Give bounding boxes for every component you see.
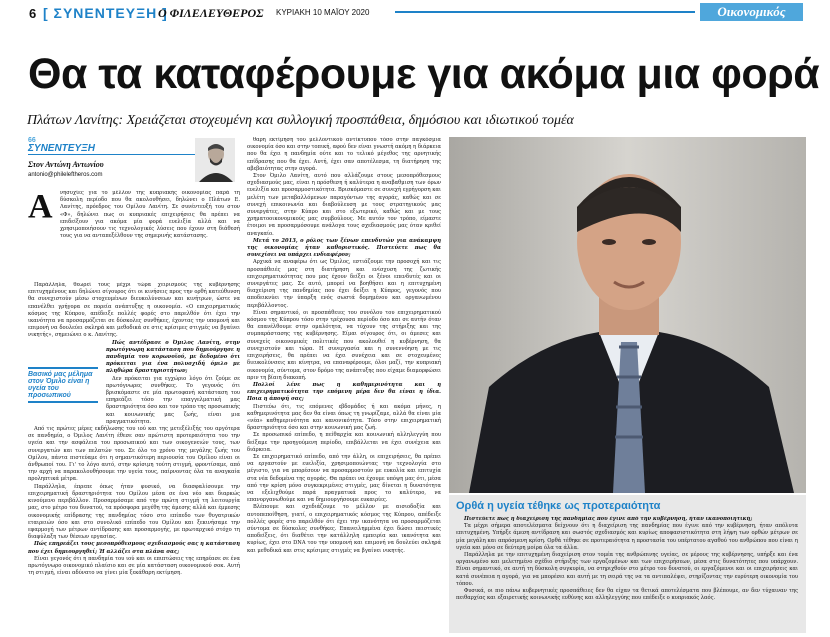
- paragraph: Τα μέχρι σήμερα αποτελέσματα δείχνουν ότι η διαχείριση της πανδημίας που έγινε από την κυβέρνηση, ήταν απόλυτα επιτυχημένη. Υπήρξε άμεση αντίδραση και σωστός σχεδιασμός και κυρίως αποφασιστικότητα στη λήψη των ορθών μέτρων σε μία μεγάλη και απρόσμενη κρίση. Ορθά τέθηκε σε προτεραιότητα η προστασία του υπέρτατου αγαθού του ανθρώπου που είναι η υγεία και μόνο σε δεύτερη μοίρα όλα τα άλλα.: [456, 523, 798, 551]
- paragraph: Από τις πρώτες μέρες εκδήλωσης του ιού και της μετεξέλιξής του αργότερα σε πανδημία, ο Όμιλος Λανίτη έθεσε σαν πρώτιστη προτεραιότητα του την υγεία και την ασφάλεια του προσωπικού και των οικογενειών τους, των συνεργατών και των πελατών του. Σε όλο το χρόνο της μεγάλης ζωής του Ομίλου, πάντα πιστεύαμε ότι η σημαντικότερη περιουσία του Ομίλου είναι οι άνθρωποί του. Γι' το λόγο αυτό, στην κρίσιμη τούτη στιγμή, φροντίσαμε, από την αρχή να παρακολουθήσουμε την υγεία τους, παίρνοντας όλα τα αναγκαία προληπτικά μέτρα.: [28, 426, 240, 483]
- issue-date: ΚΥΡΙΑΚΗ 10 ΜΑΪΟΥ 2020: [276, 8, 370, 17]
- question: Πώς αντέδρασε ο Όμιλος Λανίτη, στην πρωτόγνωρη κατάσταση που δημιούργησε η πανδημία του κορωνοϊού, με δεδομένο ότι πρόκειται για ένα πολυσχιδή όμιλο με πληθώρα δραστηριοτήτων;: [106, 339, 240, 375]
- paragraph: Δεν πρόκειται για εγχώριο λόγο ότι ζούμε σε πρωτόγνωρες συνθήκες. Το γεγονός ότι βρισκόμαστε σε μία πρωτοφανή κατάσταση του επηρεάζει τόσο την επαγγελματική μας δραστηριότητα όσο και τον τρόπο της προσωπικής και κοινωνικής μας ζωής, είναι μια πραγματικότητα.: [106, 375, 240, 425]
- byline-author: Στον Αντώνη Αντωνίου: [28, 160, 104, 169]
- section-label: [ ΣΥΝΕΝΤΕΥΞΗ ]: [43, 5, 168, 21]
- paragraph: Πιστεύω ότι, τις επόμενες εβδομάδες ή και ακόμα μήνες, η καθημερινότητα μας δεν θα είναι όπως τη γνωρίζαμε, αλλά θα είναι μία «νέα» καθημερινότητα και κανονικότητα. Τόσο στην επιχειρηματική δραστηριότητα όσο και στην κοινωνική μας ζωή.: [247, 403, 441, 432]
- lead-paragraph: νησυχίες για το μέλλον της κυπριακής οικονομίας παρά τη δύσκολη περίοδο που θα ακολουθήσει, δηλώνει ο Πλάτων Ε. Λανίτης, πρόεδρος του Ομίλου Λανίτη. Σε συνέντευξή του στον «Φ», δηλώνει πως οι κυπριακές επιχειρήσεις θα πρέπει να επιδείξουν για ακόμα μία φορά ευελιξία αλλά και να χρησιμοποιήσουν τις τεχνολογικές λύσεις που έχουν στη διάθεσή τους για να ανταπεξέλθουν της σημερινής κατάστασης.: [60, 190, 240, 240]
- box-text: [456, 516, 798, 631]
- paragraph: Αρχικά να αναφέρω ότι ως Όμιλος, εστιάζουμε την προσοχή και τις προσπάθειές μας στη διατήρηση και ενίσχυση της ζωτικής επιχειρηματικότητας που μας έχουν δείξει οι ξένοι επενδυτές και οι συνεργάτες μας. Σε αυτό, μπορεί να βοηθήσει και η επιτυχημένη διαχείριση της πανδημίας που έχει δείξει η Κύπρος, γεγονός που αποδεικνύει την ύπαρξη ενός σωστά δομημένου και οργανωμένου περιβάλλοντος.: [247, 259, 441, 309]
- paragraph: Βλέπουμε και σχεδιάζουμε το μέλλον με αισιοδοξία και αυτοπεποίθηση, γιατί, ο επιχειρηματικός κόσμος της Κύπρου, απέδειξε πολλές φορές στο παρελθόν ότι έχει την ικανότητα να προσαρμόζεται σύντομα σε δύσκολες συνθήκες. Επανειλημμένα έχει δώσει πειστικές αποδείξεις, ότι διαθέτει την κατάλληλη εμπειρία και ικανότητα και κυρίως, έχει στο DNA του την υπομονή και επιμονή να δουλεύει σκληρά και μεθοδικά και στις κρίσιμες στιγμές να βγαίνει νικητής.: [247, 504, 441, 554]
- pull-quote: Βασικό μας μέλημα στον Όμιλο είναι η υγεία του προσωπικού: [28, 367, 98, 403]
- page-title: Θα τα καταφέρουμε για ακόμα μια φορά: [28, 50, 820, 98]
- box-question: Πιστεύετε πως η διαχείριση της πανδημίας που έγινε από την κυβέρνηση, ήταν ικανοποιητική;: [464, 516, 753, 522]
- paragraph: Σε προσωπικό επίπεδο, η πείθαρχία και κοινωνική αλληλεγγύη που δείξαμε την προηγούμενη περίοδο, επιβάλλεται να έχει συνέχεια και διάρκεια.: [247, 432, 441, 453]
- paragraph: θαρη εκτίμηση του μελλοντικού αντίκτυπου τόσο στην παγκόσμια οικονομία όσο και στην τοπική, αφού δεν είναι γνωστή ακόμη η διάρκεια που θα έχει η πανδημία ούτε και το τελικό μέγεθος της αρνητικής επίδρασης που θα έχει. Αυτή, έχει σαν αποτέλεσμα, τη διατήρηση της αβεβαιότητας στην αγορά.: [247, 137, 441, 172]
- question: Πολλοί λένε πως η καθημερινότητα και η επιχειρηματικότητα την επόμενη μέρα δεν θα είναι η ίδια. Ποια η άποψή σας;: [247, 381, 441, 403]
- paragraph: Παράλληλα, έπρεπε όπως ήταν φυσικό, να διασφαλίσουμε την επιχειρηματική δραστηριότητα του Ομίλου μέσα σε ένα νέο και διαρκώς κινούμενο περιβάλλον. Προσαρμόσαμε από την πρώτη στιγμή τη λειτουργία μας, στο μέτρο του δυνατού, τα πρόσφορα μεγέθη της άμεσης αλλά και έμμεσης οικονομικής επίδρασης της πανδημίας τόσο στο επίπεδο των θυγατρικών εταιρειών όσο και στο συνολικό επίπεδο του Ομίλου και ξεκινήσαμε την εφαρμογή των μέτρων αντίδρασης και προσαρμογής, με πρωταρχικό στόχο τη διαφύλαξη των θέσεων εργασίας.: [28, 483, 240, 541]
- newspaper-brand: Ο ΦΙΛΕΛΕΥΘΕΡΟΣ: [158, 6, 264, 20]
- question: Μετά το 2013, ο ρόλος των ξένων επενδυτών για ανάκαμψη της οικονομίας ήταν καθοριστικός. Πιστεύετε πως θα συνεχίσει να υπάρχει ενδιαφέρον;: [247, 237, 441, 259]
- article-column-2: [247, 137, 441, 632]
- drop-cap: Α: [28, 188, 53, 225]
- article-column-1: [28, 282, 240, 632]
- article-lead: [60, 190, 240, 282]
- byline-email: antonio@phileleftheros.com: [28, 172, 103, 178]
- author-portrait: [195, 138, 235, 182]
- byline-number: 66: [28, 137, 36, 144]
- subheadline: Πλάτων Λανίτης: Χρειάζεται στοχευμένη και συλλογική προσπάθεια, δημόσιου και ιδιωτικού τομέα: [27, 113, 574, 128]
- paragraph: Παράλληλα με την επιτυχημένη διαχείριση στον τομέα της ανθρώπινης υγείας, σε μέρους της κυβέρνησης, υπήρξε και ένα οργανωμένο και μελετημένο σχέδιο στήριξης των εργαζομένων και των επιχειρήσεων, μέσα στις δυνατότητες που υπάρχουν. Είναι σημαντικό, σε αυτή τη δύσκολη συγκυρία, να στηριχθούν στο μέτρο του δυνατού, οι εργαζόμενοι και οι επιχειρήσεις και κατά συνέπεια η αγορά, για να μπορέσει και αυτή με τη σειρά της να τα αντιπαλέψει, στηρίζοντας την ευρύτερη οικονομία του τόπου.: [456, 552, 798, 587]
- paragraph: Είναι γεγονός ότι η πανδημία του ιού και οι επιπτώσεις της επηρέασε σε ένα πρωτόγνωρο οικονομικό πλαίσιο και σε μία κατάσταση οικονομικού σοκ. Αυτή τη στιγμή, είναι αδύνατο να γίνει μία ξεκάθαρη εκτίμηση.: [28, 555, 240, 577]
- header-rule: [395, 11, 695, 13]
- byline-section: ΣΥΝΕΝΤΕΥΞΗ: [28, 143, 198, 155]
- interviewee-photo: [449, 137, 806, 493]
- box-title: Ορθά η υγεία τέθηκε ως προτεραιότητα: [456, 500, 661, 512]
- question: Πώς επηρεάζει τους μεσοπρόθεσμους σχεδιασμούς σας η κατάσταση που έχει δημιουργηθεί; Ή αλλάζει στα πλάνα σας;: [28, 541, 240, 555]
- section-right-label: Οικονομικός: [700, 3, 803, 21]
- paragraph: Στον Όμιλο Λανίτη, αυτό που αλλάζουμε στους μεσοπρόθεσμους σχεδιασμούς μας, είναι η πρόσθεση ή καλύτερα η αναβαθμιση των όρων ευελιξία και προσαρμοστικότητα. Βρισκόμαστε σε συνεχή εγρήγορση και μελέτη των μεταβαλλόμενων παραγόντων της αγοράς, καθώς και σε συνεχή επικοινωνία και διαβούλευση με τους στρατηγικούς μας συνεργάτες, στην Κύπρο και στο εξωτερικό, καθώς και με τους χρηματοοικονομικούς μας συμβούλους. Με αυτόν τον τρόπο, είμαστε έτοιμοι να προσαρμόσουμε ανάλογα τους σχεδιασμούς μας όταν κριθεί αναγκαίο.: [247, 173, 441, 237]
- paragraph: Είναι σημαντικό, οι προσπάθειες του συνόλου του επιχειρηματικού κόσμου της Κύπρου τόσο στην τρέχουσα περίοδο όσο και σε αυτήν όταν θα επανέλθουμε στην ομαλότητα, να τύχουν της στήριξης και της συμπαράστασης της κυβέρνησης. Είμαι σίγουρος ότι, οι άμεσες και συνεχείς οικονομικές πολιτικές που ακολουθεί η κυβέρνηση, θα συνεχιστούν και τώρα. Η συνεργασία και η συνεννόηση με τις επιχειρήσεις, θα πρέπει να έχει συνέχεια και σε στοχευμένες διευκολύνσεις και κίνητρα, να επαναφέρουμε, όλοι μαζί, την κυπριακή οικονομία, σύντομα, στον δρόμο της ανάπτυξης που είχαμε διαμορφώσει πριν τη βίαιη διακοπή.: [247, 309, 441, 381]
- paragraph: Παράλληλα, θεωρεί τους μέχρι τώρα χειρισμούς της κυβέρνησης επιτυχημένους και δηλώνει σίγουρος ότι οι κινήσεις προς την ορθή κατεύθυνση θα συνεχιστούν μέσω στοχευμένων διευκολύνσεων και κινήτρων, ώστε να επανέλθει γρήγορα σε πορεία ανάπτυξης η οικονομία. «Ο επιχειρηματικός κόσμος της Κύπρου, απέδειξε πολλές φορές στο παρελθόν ότι έχει την ικανότητα να προσαρμόζεται σε δύσκολες συνθήκες, έχοντας την υπομονή και επιμονή να δουλεύει σκληρά και μεθοδικά σε στις κρίσιμες στιγμές να βγαίνει νικητής», σημειώνει ο κ. Λανίτης.: [28, 282, 240, 339]
- paragraph: Σε επιχειρηματικό επίπεδο, από την άλλη, οι επιχειρήσεις, θα πρέπει να εργαστούν με ευελιξία, χρησιμοποιώντας την τεχνολογία στο μέγιστο, για να μπορέσουν να προσαρμοστούν με ευκολία και επιτυχία στα νέα δεδομένα της αγοράς. Θα πρέπει να έχουμε υπόψη μας ότι, μέσα από την κρίση μόνο συγκεκριμένες στιγμές, μας δίνεται η δυνατότητα να εξελιχθούμε παρά πραγματικά προς το καλύτερο, να επανοργανωθούμε και να δημιουργήσουμε ευκαιρίες.: [247, 453, 441, 504]
- page-number: 6: [29, 6, 37, 21]
- paragraph: Φυσικά, οι πιο πάνω κυβερνητικές προσπάθειες δεν θα είχαν τα θετικά αποτελέσματα που βλέπουμε, αν δεν τύχαιναν της πειθαρχίας και εξαιρετικής κοινωνικής ευθύνης και αλληλεγγύης που επέδειξε ο κυπριακός λαός.: [456, 588, 798, 602]
